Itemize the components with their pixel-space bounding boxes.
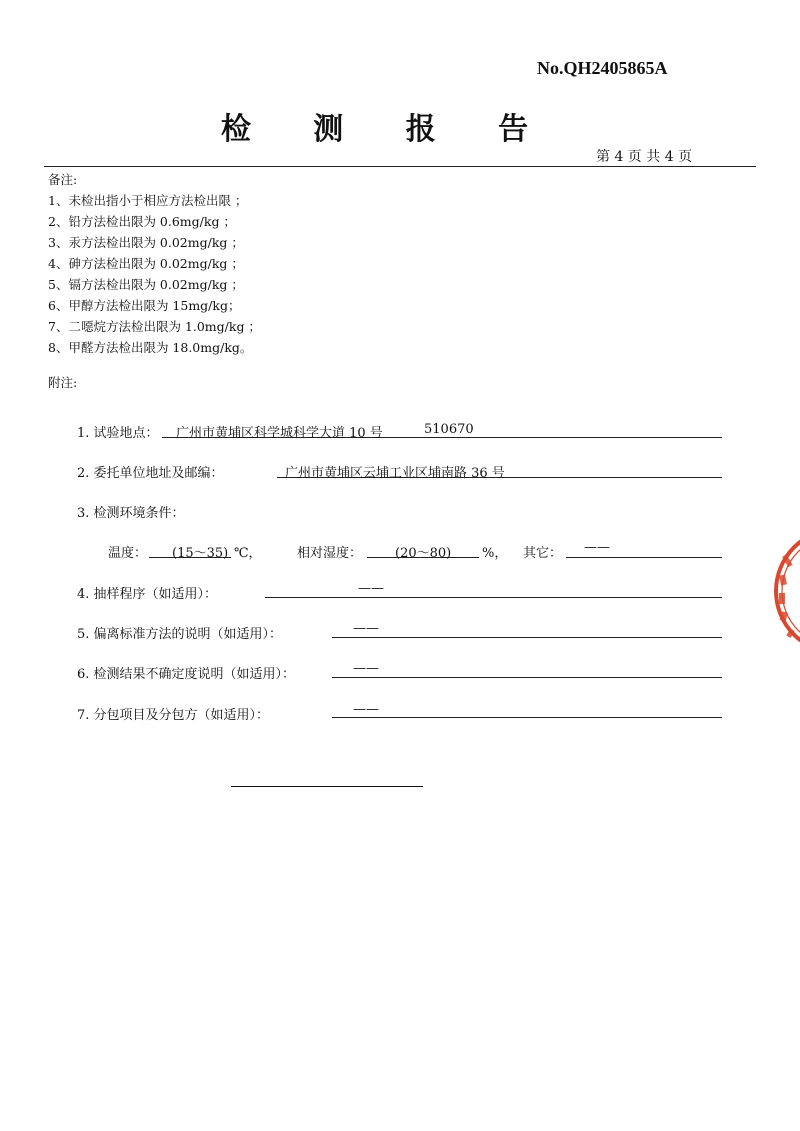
uncertainty-label: 6. 检测结果不确定度说明（如适用）：: [77, 667, 296, 682]
report-number: No.QH2405865A: [537, 58, 668, 78]
sampling-value: ——: [358, 581, 384, 596]
humidity-unit: %，: [482, 546, 508, 561]
official-seal: [768, 523, 800, 659]
end-of-report-line: [231, 786, 423, 787]
appendix-heading: 附注:: [48, 375, 78, 390]
humidity-value: (20～80): [395, 546, 452, 561]
environment-label: 3. 检测环境条件：: [77, 506, 185, 521]
note-item: 4、砷方法检出限为 0.02mg/kg ；: [48, 256, 244, 271]
deviation-underline: [332, 637, 722, 638]
deviation-label: 5. 偏离标准方法的说明（如适用）：: [77, 627, 283, 642]
header-divider: [44, 166, 756, 167]
page-title: 检 测 报 告: [220, 112, 555, 147]
notes-heading: 备注:: [48, 172, 78, 187]
humidity-label: 相对湿度：: [297, 546, 363, 561]
sampling-label: 4. 抽样程序（如适用）：: [77, 587, 218, 602]
subcontract-value: ——: [353, 702, 379, 717]
deviation-value: ——: [353, 621, 379, 636]
temperature-label: 温度：: [108, 546, 148, 561]
other-underline: [566, 557, 722, 558]
subcontract-label: 7. 分包项目及分包方（如适用）：: [77, 708, 270, 723]
temperature-value: (15～35): [172, 546, 229, 561]
client-address-value: 广州市黄埔区云埔工业区埔南路 36 号: [285, 466, 505, 481]
page-number: 第 4 页 共 4 页: [596, 149, 693, 165]
note-item: 3、汞方法检出限为 0.02mg/kg ；: [48, 235, 244, 250]
test-location-value: 广州市黄埔区科学城科学大道 10 号: [176, 426, 383, 441]
note-item: 2、铅方法检出限为 0.6mg/kg ；: [48, 214, 236, 229]
sampling-underline: [265, 597, 722, 598]
note-item: 5、镉方法检出限为 0.02mg/kg ；: [48, 277, 244, 292]
test-location-postcode: 510670: [424, 422, 474, 437]
uncertainty-underline: [332, 677, 722, 678]
note-item: 7、二噁烷方法检出限为 1.0mg/kg ；: [48, 319, 261, 334]
test-location-label: 1. 试验地点：: [77, 426, 159, 441]
note-item: 6、甲醇方法检出限为 15mg/kg；: [48, 298, 241, 313]
note-item: 8、甲醛方法检出限为 18.0mg/kg。: [48, 340, 253, 355]
client-address-label: 2. 委托单位地址及邮编：: [77, 466, 224, 481]
other-label: 其它：: [523, 546, 563, 561]
note-item: 1、未检出指小于相应方法检出限 ；: [48, 193, 248, 208]
notes-section: [48, 169, 261, 358]
uncertainty-value: ——: [353, 661, 379, 676]
other-value: ——: [584, 540, 610, 555]
subcontract-underline: [332, 717, 722, 718]
temperature-unit: ℃，: [234, 546, 262, 561]
